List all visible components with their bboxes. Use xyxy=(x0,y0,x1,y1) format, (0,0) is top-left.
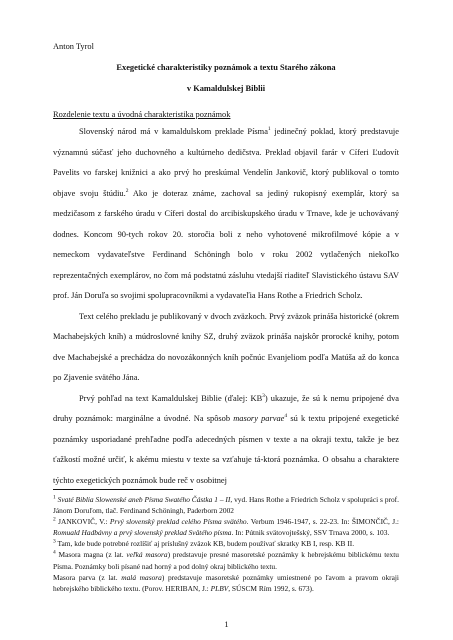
footnote-2-text-b: . Verbum 1946-1947, s. 22-23. In: ŠIMONČIČ, J.: xyxy=(246,517,399,527)
footnote-1 xyxy=(53,494,399,516)
p3-italic-term: masory parvae xyxy=(233,414,285,423)
footnote-3 xyxy=(53,538,399,549)
paragraph-2: Text celého prekladu je publikovaný v dvoch zväzkoch. Prvý zväzok prináša historické (okrem Machabejských kníh) a múdroslovné knihy SZ, druhý zväzok prináša najskôr prorocké knihy, potom dve Machabejské a prechádza do novozákonných kníh počnúc Evanjeliom podľa Matúša až do konca po Zjavenie svätého Jána. xyxy=(53,311,399,382)
footnote-2 xyxy=(53,516,399,538)
footnote-divider xyxy=(53,489,193,490)
footnote-4-continued xyxy=(53,572,399,594)
author-name: Anton Tyrol xyxy=(53,42,94,51)
p3-text-c: sú k textu pripojené exegetické poznámky usporiadané prehľadne podľa adecedných písmen v texte a na okraji textu, takže je bez ťažkostí možné určiť, k akému miestu v texte sa vzťahuje tá-ktorá poznámka. O obsahu a charaktere týchto exegetických poznámok bude reč v osobitnej xyxy=(53,414,400,485)
body-text xyxy=(53,122,399,491)
footnote-4-text-a: Masora magna (z lat. xyxy=(58,550,127,560)
p3-text-b: ) ukazuje, že sú k nemu pripojené dva druhy poznámok: marginálne a úvodné. Na spôsob xyxy=(53,393,399,423)
footnote-4-italic-a: veľká masora xyxy=(126,550,168,560)
footnote-4-text-b: ) predstavuje presné masoretské poznámky k hebrejskému biblickému textu Písma. Poznámky boli písané nad horný a pod dolný okraj biblického textu. xyxy=(53,550,399,571)
footnote-ref-2[interactable]: 2 xyxy=(125,187,129,194)
document-title-line2: v Kamaldulskej Biblii xyxy=(186,84,266,93)
footnote-4-text-c: Masora parva (z lat. xyxy=(53,572,122,582)
document-title-line1: Exegetické charakteristiky poznámok a textu Starého zákona xyxy=(116,63,336,72)
footnote-ref-1[interactable]: 1 xyxy=(267,126,271,133)
footnote-ref-3[interactable]: 3 xyxy=(262,392,265,399)
footnote-1-number: 1 xyxy=(53,494,56,501)
footnote-2-italic-a: Prvý slovenský preklad celého Písma svätého xyxy=(109,517,247,527)
footnote-3-text: Tam, kde bude potrebné rozlíšiť aj príslušný zväzok KB, budem používať skratky KB I, resp. KB II. xyxy=(57,539,355,549)
section-heading: Rozdelenie textu a úvodná charakteristika poznámok xyxy=(53,110,231,119)
footnote-4-text-e: , SÚSCM Rím 1992, s. 673). xyxy=(228,583,314,593)
paragraph-1 xyxy=(53,122,399,307)
footnote-1-text: , vyd. Hans Rothe a Friedrich Scholz v spolupráci s prof. Jánom Doruľom, tlač. Ferdinand Schöningh, Paderborn 2002 xyxy=(53,495,399,516)
footnote-1-italic: Svaté Biblia Slowenské aneb Písma Swatého Částka 1 – II xyxy=(57,495,231,504)
footnotes xyxy=(53,494,399,594)
p1-text-a: Slovenský národ má v kamaldulskom preklade Písma xyxy=(79,127,268,136)
p3-text-a: Prvý pohľad na text Kamaldulskej Biblie (ďalej: KB xyxy=(79,393,263,403)
footnote-2-number: 2 xyxy=(53,516,56,523)
p1-text-b: jedinečný poklad, ktorý predstavuje významnú súčasť jeho duchovného a kultúrneho dedičstva. Preklad objavil farár v Cíferi Ľudovít Pavelits vo farskej knižnici a ako prvý ho preskúmal Vendelín Jankovič, ktorý publikoval o tomto objave svoju štúdiu. xyxy=(53,127,399,198)
footnote-4-italic-b: malá masora xyxy=(121,572,162,582)
page-number: 1 xyxy=(224,620,229,629)
footnote-4-text-d: ) predstavuje masoretské poznámky umiestnené po ľavom a pravom okraji hebrejského biblického textu. (Porov. HERIBAN, J.: xyxy=(53,572,399,593)
footnote-2-italic-b: Romuald Hadbávny a prvý slovenský preklad Svätého písma xyxy=(53,528,232,538)
footnote-2-text-c: . In: Pútnik svätovojtešský, SSV Trnava 2000, s. 103. xyxy=(231,528,390,538)
footnote-ref-4[interactable]: 4 xyxy=(284,413,288,420)
footnote-4-number: 4 xyxy=(53,550,56,556)
p1-text-c: Ako je doteraz známe, zachoval sa jediný rukopisný exemplár, ktorý sa medzičasom z farského úradu v Cíferi dostal do arcibiskupského úradu v Trnave, kde je uchovávaný dodnes. Koncom 90-tych rokov 20. storočia boli z neho vyhotovené mikrofilmové kópie a v nemeckom vydavateľstve Ferdinand Schöningh bolo v roku 2002 vytlačených niekoľko reprezentačných exemplárov, no čom má podstatnú zásluhu vtedajší riaditeľ Slavistického ústavu SAV prof. Ján Doruľa so svojimi spolupracovníkmi a vydavateľia Hans Rothe a Friedrich Scholz. xyxy=(53,188,399,300)
paragraph-3 xyxy=(53,389,399,492)
footnote-4 xyxy=(53,549,399,571)
footnote-3-number: 3 xyxy=(53,538,56,545)
footnote-4-italic-c: PLBV xyxy=(210,583,229,593)
footnote-2-text-a: JANKOVIČ, V.: xyxy=(58,517,110,527)
